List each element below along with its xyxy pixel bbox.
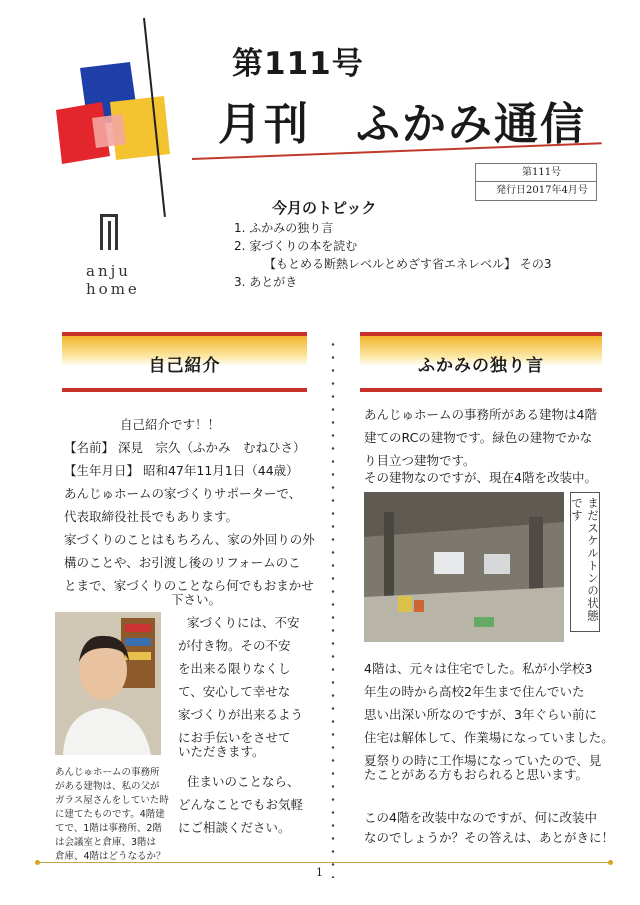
- caption-line: に建てたものです。4階建: [55, 809, 165, 820]
- self-intro-side-line: が付き物。その不安: [178, 638, 291, 653]
- photo-vertical-caption: まだスケルトンの状態です: [570, 492, 600, 632]
- self-intro-side-line: 住まいのことなら、: [187, 774, 300, 789]
- self-intro-side-line: にご相談ください。: [178, 820, 291, 835]
- self-intro-side-line: を出来る限りなくし: [178, 661, 291, 676]
- caption-line: ガラス屋さんをしていた時: [55, 795, 169, 806]
- topic-item-2: 2. 家づくりの本を読む: [234, 239, 358, 253]
- topics-heading: 今月のトピック: [272, 199, 377, 217]
- self-intro-lead: 自己紹介です！！: [120, 417, 221, 432]
- self-intro-side-line: どんなことでもお気軽: [178, 797, 304, 812]
- self-intro-line: とまで、家づくりのことなら何でもおまかせ: [64, 578, 314, 593]
- self-intro-line: 下さい。: [171, 592, 222, 607]
- monologue-body-line: たことがある方もおられると思います。: [364, 767, 589, 782]
- monologue-header: [360, 332, 602, 392]
- caption-line: あんじゅホームの事務所: [55, 767, 160, 778]
- self-intro-side-line: 家づくりには、不安: [187, 615, 300, 630]
- anju-home-logo-icon: [98, 212, 120, 252]
- monologue-intro-line: その建物なのですが、現在4階を改装中。: [364, 470, 597, 485]
- logo-line-1: anju: [86, 262, 131, 280]
- self-intro-side-line: て、安心して幸せな: [178, 684, 291, 699]
- footer-rule: [38, 862, 610, 863]
- monologue-body-line: 年生の時から高校2年生まで住んでいた: [364, 684, 585, 699]
- caption-line: てで、1階は事務所、2階: [55, 823, 162, 834]
- topic-item-2-subtitle: 【もとめる断熱レベルとめざす省エネレベル】 その3: [264, 257, 552, 271]
- logo-text: [86, 262, 140, 298]
- construction-image: [364, 492, 564, 642]
- self-intro-line: 【生年月日】 昭和47年11月1日（44歳）: [64, 463, 299, 478]
- monologue-intro-line: り目立つ建物です。: [364, 453, 476, 468]
- self-intro-line: 構のことや、お引渡し後のリフォームのこ: [64, 555, 301, 570]
- self-intro-side-line: にお手伝いをさせて: [178, 730, 291, 745]
- issue-box-number: 第111号: [522, 167, 562, 178]
- monologue-body-line: 夏祭りの時に工作場になっていたので、見: [364, 753, 602, 768]
- self-intro-line: 【名前】 深見 宗久（ふかみ むねひさ）: [64, 440, 306, 455]
- self-intro-line: 代表取締役社長でもあります。: [64, 509, 239, 524]
- column-divider: [331, 338, 335, 878]
- self-intro-header: [62, 332, 307, 392]
- monologue-closing-line: この4階を改装中なのですが、何に改装中: [364, 810, 597, 825]
- newsletter-title: 月刊 ふかみ通信: [218, 99, 586, 150]
- construction-photo: [364, 492, 564, 642]
- monologue-body-line: 住宅は解体して、作業場になっていました。: [364, 730, 614, 745]
- monologue-body-line: 4階は、元々は住宅でした。私が小学校3: [364, 661, 593, 676]
- caption-line: がある建物は、私の父が: [55, 781, 160, 792]
- caption-line: は会議室と倉庫、3階は: [55, 837, 157, 848]
- issue-number: 第111号: [232, 46, 364, 82]
- topic-item-1: 1. ふかみの独り言: [234, 221, 334, 235]
- monologue-intro-line: あんじゅホームの事務所がある建物は4階: [364, 407, 597, 422]
- issue-box-date: 発行日2017年4月号: [476, 181, 596, 199]
- portrait-caption: [55, 766, 169, 864]
- self-intro-side-line: 家づくりが出来るよう: [178, 707, 304, 722]
- portrait-image: [55, 612, 161, 755]
- portrait-photo: [55, 612, 161, 755]
- page-number: 1: [316, 866, 323, 879]
- issue-info-box: [475, 163, 597, 201]
- caption-line: 倉庫、4階はどうなるか？: [55, 851, 166, 862]
- self-intro-line: あんじゅホームの家づくりサポーターで、: [64, 486, 302, 501]
- logo-line-2: home: [86, 280, 140, 298]
- monologue-intro-line: 建てのRCの建物です。緑色の建物でかな: [364, 430, 593, 445]
- self-intro-line: 家づくりのことはもちろん、家の外回りの外: [64, 532, 315, 547]
- monologue-closing-line: なのでしょうか？その答えは、あとがきに！: [364, 830, 615, 845]
- monologue-heading: ふかみの独り言: [418, 356, 544, 376]
- monologue-body-line: 思い出深い所なのですが、3年ぐらい前に: [364, 707, 597, 722]
- self-intro-heading: 自己紹介: [148, 356, 221, 376]
- self-intro-side-line: いただきます。: [178, 744, 265, 759]
- topic-item-3: 3. あとがき: [234, 275, 298, 289]
